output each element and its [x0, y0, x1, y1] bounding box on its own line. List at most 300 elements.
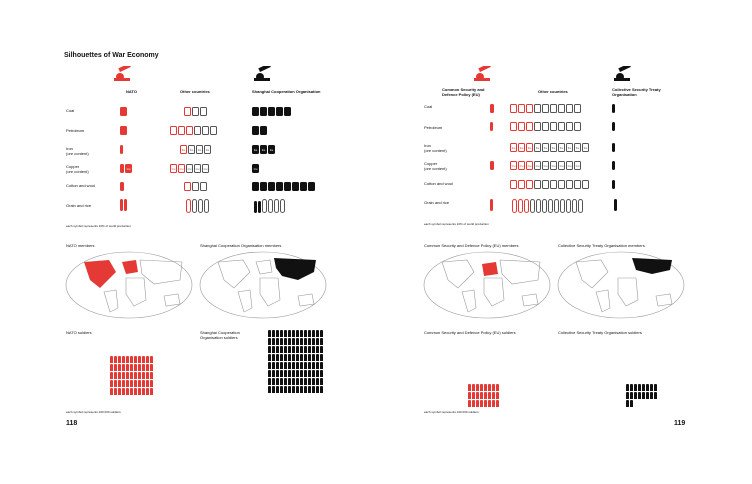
copper-rival-group — [612, 161, 615, 170]
soldier-icon — [308, 338, 311, 345]
bale-icon — [566, 180, 573, 189]
coal-icon — [558, 104, 565, 113]
soldier-icon — [304, 338, 307, 345]
cotton-other-group — [184, 182, 207, 191]
soldier-icon — [142, 372, 145, 379]
soldier-icon — [316, 370, 319, 377]
wheat-icon — [518, 199, 523, 213]
wheat-icon — [542, 199, 547, 213]
soldier-icon — [130, 380, 133, 387]
wheat-icon — [124, 199, 127, 211]
soldier-icon — [308, 330, 311, 337]
soldier-icon — [304, 330, 307, 337]
soldier-icon — [496, 400, 499, 407]
map-label-rival: Collective Security Treaty Organisation members — [558, 243, 645, 248]
copper-icon: Cu — [252, 164, 259, 173]
soldier-icon — [276, 338, 279, 345]
wheat-icon — [274, 199, 279, 213]
soldier-icon — [480, 384, 483, 391]
soldier-icon — [484, 400, 487, 407]
bale-icon — [268, 182, 275, 191]
grain-bloc-group — [120, 199, 127, 211]
soldier-icon — [134, 356, 137, 363]
soldier-icon — [272, 370, 275, 377]
bale-icon — [518, 180, 525, 189]
soldier-icon — [292, 386, 295, 393]
soldier-icon — [284, 330, 287, 337]
copper-icon: Cu — [526, 161, 533, 170]
wheat-icon — [268, 199, 273, 213]
barrel-icon — [510, 122, 517, 131]
soldier-icon — [114, 364, 117, 371]
wheat-icon — [254, 201, 257, 213]
soldier-icon — [280, 386, 283, 393]
soldier-grid-rival — [626, 384, 657, 407]
soldier-icon — [476, 400, 479, 407]
copper-icon: Cu — [125, 164, 132, 173]
iron-icon: Fe — [510, 143, 517, 152]
soldier-icon — [292, 338, 295, 345]
soldiers-label-rival: Collective Security Treaty Organisation soldiers — [558, 330, 642, 335]
grain-rival-group — [614, 199, 617, 211]
bale-icon — [192, 182, 199, 191]
copper-icon: Cu — [534, 161, 541, 170]
soldier-icon — [492, 400, 495, 407]
soldier-icon — [134, 388, 137, 395]
soldier-icon — [634, 392, 637, 399]
soldier-icon — [130, 388, 133, 395]
wheat-icon — [120, 199, 123, 211]
soldier-icon — [300, 362, 303, 369]
row-label-grain: Grain and rice — [424, 200, 450, 205]
iron-icon: Fe — [196, 145, 203, 154]
wheat-icon — [262, 199, 267, 213]
soldier-icon — [642, 384, 645, 391]
cotton-rival-group — [252, 182, 315, 191]
soldier-icon — [304, 378, 307, 385]
barrel-icon — [542, 122, 549, 131]
petroleum-rival-group — [612, 122, 615, 131]
copper-icon: Cu — [202, 164, 209, 173]
cannon-icon-bloc — [112, 66, 134, 82]
right-page — [376, 0, 752, 484]
soldier-icon — [138, 388, 141, 395]
soldier-icon — [268, 362, 271, 369]
coal-other-group — [510, 104, 581, 113]
soldier-icon — [292, 370, 295, 377]
wheat-icon — [536, 199, 541, 213]
soldiers-footnote: each symbol represents 100 000 soldiers — [424, 410, 479, 414]
soldier-icon — [122, 372, 125, 379]
soldier-icon — [650, 392, 653, 399]
row-label-cotton: Cotton and wool — [66, 183, 95, 188]
soldier-icon — [472, 384, 475, 391]
wheat-icon — [524, 199, 529, 213]
soldier-icon — [138, 364, 141, 371]
soldiers-label-bloc: Common Security and Defence Policy (EU) soldiers — [424, 330, 516, 335]
soldier-grid-bloc — [468, 384, 499, 407]
copper-icon: Cu — [566, 161, 573, 170]
coal-other-group — [184, 107, 207, 116]
soldier-icon — [312, 354, 315, 361]
soldier-icon — [276, 386, 279, 393]
soldier-icon — [280, 338, 283, 345]
petroleum-bloc-group — [490, 122, 493, 131]
soldier-icon — [276, 330, 279, 337]
soldier-icon — [276, 346, 279, 353]
barrel-icon — [526, 122, 533, 131]
row-label-iron: Iron (ore content) — [424, 143, 447, 153]
soldier-icon — [626, 392, 629, 399]
row-label-copper: Copper (ore content) — [424, 161, 447, 171]
map-label-bloc: NATO members — [66, 243, 95, 248]
soldier-icon — [300, 386, 303, 393]
soldier-icon — [320, 338, 323, 345]
barrel-icon — [186, 126, 193, 135]
footnote: each symbol represents 10% of world production — [66, 224, 131, 228]
soldier-icon — [142, 380, 145, 387]
barrel-icon — [574, 122, 581, 131]
soldier-icon — [138, 380, 141, 387]
coal-icon — [184, 107, 191, 116]
soldier-icon — [320, 354, 323, 361]
coal-bloc-group — [490, 104, 494, 113]
header-rival: Shanghai Cooperation Organisation — [252, 89, 321, 94]
soldier-icon — [288, 362, 291, 369]
soldier-icon — [280, 362, 283, 369]
soldier-icon — [626, 384, 629, 391]
soldier-icon — [468, 384, 471, 391]
soldier-icon — [300, 346, 303, 353]
soldier-icon — [630, 392, 633, 399]
soldier-icon — [304, 354, 307, 361]
row-label-coal: Coal — [424, 104, 433, 109]
soldier-icon — [488, 400, 491, 407]
header-bloc: Common Security and Defence Policy (EU) — [442, 87, 485, 97]
soldier-icon — [288, 330, 291, 337]
soldier-icon — [308, 346, 311, 353]
copper-icon: Cu — [518, 161, 525, 170]
bale-icon — [120, 182, 124, 191]
soldier-icon — [312, 338, 315, 345]
wheat-icon — [198, 199, 203, 213]
soldier-icon — [630, 384, 633, 391]
soldier-icon — [308, 370, 311, 377]
coal-icon — [566, 104, 573, 113]
soldier-icon — [284, 370, 287, 377]
soldier-icon — [468, 400, 471, 407]
soldier-icon — [126, 388, 129, 395]
soldier-icon — [118, 388, 121, 395]
soldier-icon — [292, 330, 295, 337]
soldier-icon — [480, 392, 483, 399]
coal-icon — [526, 104, 533, 113]
soldier-icon — [296, 346, 299, 353]
soldier-icon — [472, 392, 475, 399]
barrel-icon — [550, 122, 557, 131]
cannon-icon-rival — [612, 66, 634, 82]
soldier-icon — [280, 354, 283, 361]
page-number: 119 — [674, 420, 686, 427]
bale-icon — [308, 182, 315, 191]
soldier-icon — [268, 354, 271, 361]
iron-other-group — [510, 143, 589, 152]
copper-icon: Cu — [542, 161, 549, 170]
soldier-icon — [476, 392, 479, 399]
barrel-icon — [566, 122, 573, 131]
soldier-icon — [118, 380, 121, 387]
barrel-icon — [260, 126, 267, 135]
copper-icon — [490, 161, 494, 170]
soldier-icon — [320, 386, 323, 393]
soldier-icon — [126, 380, 129, 387]
iron-icon: Fe — [252, 145, 259, 154]
copper-bloc-group — [120, 164, 132, 173]
soldier-icon — [272, 386, 275, 393]
bale-icon — [534, 180, 541, 189]
soldier-icon — [304, 346, 307, 353]
soldier-icon — [308, 354, 311, 361]
soldier-icon — [488, 384, 491, 391]
soldier-icon — [316, 338, 319, 345]
soldier-icon — [312, 330, 315, 337]
coal-icon — [276, 107, 283, 116]
iron-icon: Fe — [526, 143, 533, 152]
iron-bloc-group — [120, 145, 123, 154]
soldier-icon — [126, 364, 129, 371]
bale-icon — [510, 180, 517, 189]
soldier-icon — [118, 372, 121, 379]
soldier-icon — [492, 392, 495, 399]
soldier-icon — [280, 346, 283, 353]
soldier-icon — [300, 338, 303, 345]
coal-icon — [120, 107, 127, 116]
cannon-icon-bloc — [472, 66, 494, 82]
soldier-icon — [284, 386, 287, 393]
soldier-icon — [292, 362, 295, 369]
bale-icon — [300, 182, 307, 191]
soldier-icon — [114, 356, 117, 363]
soldier-icon — [114, 380, 117, 387]
iron-icon: Fe — [260, 145, 267, 154]
iron-icon: Fe — [204, 145, 211, 154]
soldier-icon — [142, 388, 145, 395]
petroleum-bloc-group — [120, 126, 127, 135]
soldier-icon — [316, 330, 319, 337]
soldier-icon — [272, 330, 275, 337]
row-label-iron: Iron (ore content) — [66, 146, 89, 156]
wheat-icon — [572, 199, 577, 213]
soldier-icon — [650, 384, 653, 391]
soldier-icon — [268, 378, 271, 385]
soldier-icon — [638, 384, 641, 391]
barrel-icon — [194, 126, 201, 135]
soldier-icon — [300, 354, 303, 361]
coal-bloc-group — [120, 107, 127, 116]
soldier-icon — [268, 370, 271, 377]
row-label-coal: Coal — [66, 108, 75, 113]
wheat-icon — [186, 199, 191, 213]
soldier-icon — [284, 378, 287, 385]
soldier-icon — [272, 362, 275, 369]
iron-icon: Fe — [574, 143, 581, 152]
soldier-icon — [308, 386, 311, 393]
wheat-icon — [530, 199, 535, 213]
iron-icon: Fe — [188, 145, 195, 154]
soldier-icon — [110, 364, 113, 371]
soldier-icon — [654, 392, 657, 399]
wheat-icon — [554, 199, 559, 213]
soldier-icon — [130, 356, 133, 363]
soldier-icon — [118, 356, 121, 363]
soldier-icon — [268, 386, 271, 393]
world-map-rival — [556, 250, 686, 320]
soldier-icon — [316, 378, 319, 385]
copper-icon: Cu — [186, 164, 193, 173]
bale-icon — [550, 180, 557, 189]
bale-icon — [542, 180, 549, 189]
soldier-icon — [284, 338, 287, 345]
soldier-icon — [146, 388, 149, 395]
iron-icon: Fe — [268, 145, 275, 154]
soldier-icon — [130, 364, 133, 371]
soldier-icon — [308, 362, 311, 369]
cotton-rival-group — [612, 180, 615, 189]
soldier-icon — [312, 378, 315, 385]
soldiers-footnote: each symbol represents 100 000 soldiers — [66, 410, 121, 414]
copper-icon: Cu — [510, 161, 517, 170]
soldier-icon — [114, 388, 117, 395]
coal-rival-group — [612, 104, 615, 113]
iron-icon: Fe — [180, 145, 187, 154]
soldier-icon — [300, 378, 303, 385]
coal-icon — [550, 104, 557, 113]
coal-icon — [268, 107, 275, 116]
soldier-icon — [288, 386, 291, 393]
barrel-icon — [534, 122, 541, 131]
soldier-icon — [272, 338, 275, 345]
soldier-icon — [114, 372, 117, 379]
soldier-icon — [654, 384, 657, 391]
wheat-icon — [490, 199, 493, 211]
soldier-icon — [280, 370, 283, 377]
coal-icon — [200, 107, 207, 116]
grain-bloc-group — [490, 199, 493, 211]
bale-icon — [292, 182, 299, 191]
barrel-icon — [252, 126, 259, 135]
copper-other-group — [170, 164, 209, 173]
bale-icon — [582, 180, 589, 189]
soldier-icon — [320, 362, 323, 369]
petroleum-other-group — [170, 126, 217, 135]
soldier-icon — [312, 386, 315, 393]
soldier-icon — [146, 380, 149, 387]
bale-icon — [574, 180, 581, 189]
soldier-icon — [134, 372, 137, 379]
barrel-icon — [558, 122, 565, 131]
soldier-icon — [118, 364, 121, 371]
soldier-icon — [272, 346, 275, 353]
soldier-icon — [110, 388, 113, 395]
soldier-icon — [304, 370, 307, 377]
soldier-icon — [646, 392, 649, 399]
cotton-bloc-group — [120, 182, 124, 191]
soldier-icon — [122, 364, 125, 371]
page-number: 118 — [66, 420, 78, 427]
row-label-petroleum: Petroleum — [66, 128, 85, 133]
copper-icon — [612, 161, 615, 170]
row-label-cotton: Cotton and wool — [424, 181, 453, 186]
wheat-icon — [192, 199, 197, 213]
coal-rival-group — [252, 107, 291, 116]
wheat-icon — [548, 199, 553, 213]
iron-rival-group — [252, 145, 275, 154]
map-label-rival: Shanghai Cooperation Organisation members — [200, 243, 282, 248]
soldier-icon — [272, 354, 275, 361]
coal-icon — [542, 104, 549, 113]
soldier-icon — [288, 338, 291, 345]
petroleum-rival-group — [252, 126, 267, 135]
soldier-icon — [646, 384, 649, 391]
iron-rival-group — [612, 143, 615, 152]
soldier-icon — [292, 346, 295, 353]
soldier-icon — [150, 364, 153, 371]
soldier-icon — [284, 362, 287, 369]
header-other: Other countries — [538, 89, 568, 94]
wheat-icon — [560, 199, 565, 213]
soldier-icon — [150, 388, 153, 395]
soldier-icon — [150, 372, 153, 379]
soldier-icon — [280, 330, 283, 337]
soldier-icon — [320, 378, 323, 385]
iron-icon: Fe — [542, 143, 549, 152]
soldier-icon — [288, 370, 291, 377]
cannon-icon-rival — [252, 66, 274, 82]
soldier-icon — [316, 346, 319, 353]
soldier-icon — [468, 392, 471, 399]
copper-bloc-group — [490, 161, 494, 170]
soldier-icon — [296, 330, 299, 337]
soldier-icon — [634, 384, 637, 391]
world-map-rival — [198, 250, 328, 320]
soldier-icon — [110, 356, 113, 363]
barrel-icon — [170, 126, 177, 135]
header-rival: Collective Security Treaty Organisation — [612, 87, 661, 97]
copper-icon: Cu — [558, 161, 565, 170]
soldier-icon — [308, 378, 311, 385]
barrel-icon — [120, 126, 127, 135]
soldier-icon — [110, 380, 113, 387]
soldier-icon — [484, 392, 487, 399]
header-other: Other countries — [180, 89, 210, 94]
soldier-icon — [492, 384, 495, 391]
soldier-icon — [276, 354, 279, 361]
soldier-icon — [284, 346, 287, 353]
soldier-icon — [300, 370, 303, 377]
petroleum-other-group — [510, 122, 581, 131]
soldier-icon — [626, 400, 629, 407]
cotton-other-group — [510, 180, 589, 189]
grain-other-group — [186, 199, 209, 213]
soldier-icon — [150, 356, 153, 363]
coal-icon — [574, 104, 581, 113]
soldier-icon — [312, 346, 315, 353]
copper-icon: Cu — [550, 161, 557, 170]
soldier-icon — [304, 386, 307, 393]
bale-icon — [260, 182, 267, 191]
row-label-copper: Copper (ore content) — [66, 164, 89, 174]
soldier-icon — [142, 356, 145, 363]
